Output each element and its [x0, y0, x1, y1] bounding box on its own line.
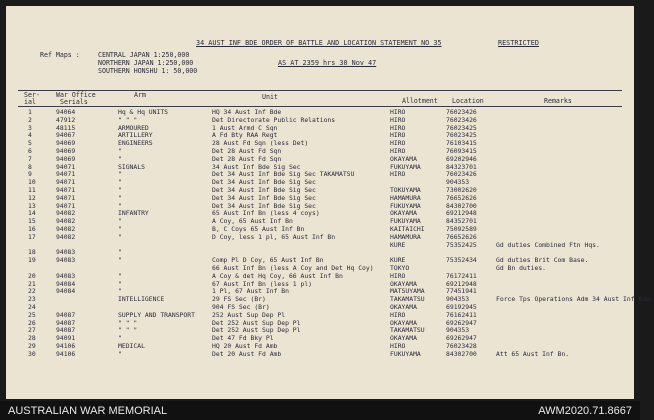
footer-bar	[0, 401, 640, 420]
col-allotment: Allotment	[402, 97, 438, 105]
cell-serial: 30	[28, 349, 36, 358]
footer-credit: AUSTRALIAN WAR MEMORIAL	[8, 405, 168, 417]
cell-arm: " " "	[118, 115, 138, 124]
cell-arm: "	[118, 279, 122, 288]
cell-allotment: KURE	[390, 256, 406, 265]
col-unit: Unit	[262, 93, 278, 101]
cell-war-office: 94082	[56, 217, 76, 226]
col-ial: ial	[24, 98, 36, 106]
cell-arm: " " "	[118, 326, 138, 335]
cell-location: 76652626	[446, 193, 477, 202]
cell-war-office: 94071	[56, 201, 76, 210]
cell-serial: 26	[28, 318, 36, 327]
cell-allotment: HAMAMURA	[390, 232, 421, 241]
cell-serial: 17	[28, 232, 36, 241]
cell-allotment: OKAYAMA	[390, 279, 417, 288]
cell-allotment: OKAYAMA	[390, 303, 417, 311]
col-location: Location	[452, 97, 484, 105]
cell-location: 69212948	[446, 209, 477, 218]
cell-arm: "	[118, 201, 122, 210]
cell-serial: 27	[28, 326, 36, 335]
cell-allotment: HIRO	[390, 123, 406, 132]
cell-location: 76023428	[446, 342, 477, 350]
cell-allotment: HIRO	[390, 147, 406, 155]
cell-allotment: OKAYAMA	[390, 154, 417, 163]
cell-location: 69262947	[446, 318, 477, 327]
cell-allotment: HIRO	[390, 342, 406, 350]
cell-war-office: 94106	[56, 342, 76, 350]
cell-unit: Det 252 Aust Sup Dep Pl	[212, 318, 301, 327]
cell-unit: Det 47 Fd Bky Pl	[212, 334, 274, 343]
cell-war-office: 94087	[56, 326, 76, 335]
cell-location: 69212948	[446, 279, 477, 288]
cell-unit: Det Directorate Public Relations	[212, 115, 336, 124]
cell-location: 75092589	[446, 225, 477, 233]
cell-remarks: Gd Bn duties.	[496, 264, 547, 272]
document-title: 34 AUST INF BDE ORDER OF BATTLE AND LOCATION STATEMENT NO 35	[196, 39, 442, 47]
cell-allotment: TOKYO	[390, 264, 410, 272]
cell-unit: 34 Aust Inf Bde Sig Sec	[212, 162, 301, 171]
cell-war-office: 94082	[56, 225, 76, 233]
cell-arm: MEDICAL	[118, 342, 145, 350]
cell-serial: 8	[28, 162, 32, 171]
cell-unit: A Fd Bty RAA Regt	[212, 131, 278, 140]
ref-maps-label: Ref Maps :	[40, 51, 80, 59]
cell-arm: " " "	[118, 318, 138, 327]
cell-allotment: HIRO	[390, 139, 406, 148]
cell-war-office: 94087	[56, 318, 76, 327]
cell-serial: 15	[28, 217, 36, 226]
cell-war-office: 94071	[56, 162, 76, 171]
cell-unit: 67 Aust Inf Bn (less 1 pl)	[212, 279, 313, 288]
cell-remarks: Att 65 Aust Inf Bn.	[496, 349, 570, 358]
cell-war-office: 94087	[56, 310, 76, 319]
cell-arm: SIGNALS	[118, 162, 145, 171]
cell-allotment: HAMAMURA	[390, 193, 421, 202]
ref-map-3: SOUTHERN HONSHU 1: 50,000	[98, 67, 198, 75]
cell-location: 84323701	[446, 162, 477, 171]
cell-war-office: 94071	[56, 186, 76, 194]
cell-allotment: FUKUYAMA	[390, 162, 421, 171]
cell-allotment: MATSUYAMA	[390, 287, 425, 296]
cell-serial: 5	[28, 139, 32, 148]
cell-allotment: KAITAICHI	[390, 225, 425, 233]
cell-location: 76093415	[446, 147, 477, 155]
cell-arm: INTELLIGENCE	[118, 295, 165, 304]
col-remarks: Remarks	[544, 97, 572, 105]
cell-unit: A Coy, 65 Aust Inf Bn	[212, 217, 293, 226]
cell-arm: "	[118, 186, 122, 194]
cell-arm: "	[118, 232, 122, 241]
cell-allotment: OKAYAMA	[390, 209, 417, 218]
cell-unit: 65 Aust Inf Bn (less 4 coys)	[212, 209, 320, 218]
cell-arm: Hq & Hq UNITS	[118, 108, 169, 116]
cell-location: 75352425	[446, 240, 477, 249]
cell-unit: Det 34 Aust Inf Bde Sig Sec	[212, 186, 316, 194]
cell-serial: 19	[28, 256, 36, 265]
cell-unit: 28 Aust Fd Sqn (less Det)	[212, 139, 309, 148]
cell-location: 76023425	[446, 123, 477, 132]
cell-war-office: 48115	[56, 123, 76, 132]
cell-arm: "	[118, 271, 122, 280]
cell-serial: 20	[28, 271, 36, 280]
cell-remarks: Gd duties Brit Com Base.	[496, 256, 589, 265]
cell-serial: 6	[28, 147, 32, 155]
cell-allotment: FUKUYAMA	[390, 349, 421, 358]
cell-arm: "	[118, 170, 122, 179]
cell-allotment: TAKAMATSU	[390, 326, 425, 335]
cell-arm: "	[118, 147, 122, 155]
cell-arm: ENGINEERS	[118, 139, 153, 148]
cell-serial: 18	[28, 248, 36, 257]
cell-location: 69202946	[446, 154, 477, 163]
cell-arm: "	[118, 225, 122, 233]
cell-allotment: OKAYAMA	[390, 318, 417, 327]
cell-arm: "	[118, 154, 122, 163]
cell-war-office: 94064	[56, 108, 76, 116]
cell-location: 76023426	[446, 108, 477, 116]
cell-remarks: Gd duties Combined Ftn Hqs.	[496, 240, 600, 249]
cell-unit: 1 Pl, 67 Aust Inf Bn	[212, 287, 289, 296]
col-ser: Ser-	[24, 91, 40, 99]
as-at-date: AS AT 2359 hrs 30 Nov 47	[278, 59, 377, 67]
cell-unit: Det 252 Aust Sup Dep Pl	[212, 326, 301, 335]
cell-location: 69262947	[446, 334, 477, 343]
cell-allotment: TAKAMATSU	[390, 295, 425, 304]
cell-allotment: HIRO	[390, 310, 406, 319]
cell-serial: 16	[28, 225, 36, 233]
cell-war-office: 47912	[56, 115, 76, 124]
cell-serial: 2	[28, 115, 32, 124]
cell-serial: 3	[28, 123, 32, 132]
cell-arm: "	[118, 349, 122, 358]
cell-arm: "	[118, 334, 122, 343]
cell-location: 904353	[446, 326, 470, 335]
cell-serial: 29	[28, 342, 36, 350]
cell-war-office: 94084	[56, 279, 76, 288]
cell-serial: 13	[28, 201, 36, 210]
cell-arm: "	[118, 287, 122, 296]
cell-location: 76023426	[446, 115, 477, 124]
ref-map-2: NORTHERN JAPAN 1:250,000	[98, 59, 194, 67]
footer-accession: AWM2020.71.8667	[538, 405, 632, 417]
cell-allotment: HIRO	[390, 108, 406, 116]
cell-war-office: 94069	[56, 139, 76, 148]
cell-unit: HQ 20 Aust Fd Amb	[212, 342, 278, 350]
col-arm: Arm	[134, 91, 146, 99]
document-page	[6, 6, 654, 399]
cell-location: 904353	[446, 178, 470, 187]
cell-location: 76103415	[446, 139, 477, 148]
cell-war-office: 94106	[56, 349, 76, 358]
cell-unit: 29 FS Sec (Br)	[212, 295, 266, 304]
cell-allotment: TOKUYAMA	[390, 186, 421, 194]
cell-serial: 14	[28, 209, 36, 218]
cell-unit: Det 34 Aust Inf Bde Sig Sec TAKAMATSU	[212, 170, 355, 179]
cell-allotment: KURE	[390, 240, 406, 249]
cell-arm: ARTILLERY	[118, 131, 153, 140]
cell-allotment: HIRO	[390, 170, 406, 179]
cell-arm: "	[118, 256, 122, 265]
cell-location: 84352701	[446, 217, 477, 226]
cell-war-office: 94083	[56, 256, 76, 265]
cell-location: 73002620	[446, 186, 477, 194]
cell-allotment: FUKUYAMA	[390, 201, 421, 210]
cell-allotment: OKAYAMA	[390, 334, 417, 343]
header-rule-top	[18, 90, 622, 91]
cell-war-office: 94083	[56, 271, 76, 280]
cell-serial: 11	[28, 186, 36, 194]
cell-war-office: 94069	[56, 154, 76, 163]
cell-war-office: 94071	[56, 178, 76, 187]
cell-unit: Det 34 Aust Inf Bde Sig Sec	[212, 193, 316, 202]
cell-location: 76172411	[446, 271, 477, 280]
cell-location: 76162411	[446, 310, 477, 319]
cell-location: 84302700	[446, 201, 477, 210]
cell-location: 84302700	[446, 349, 477, 358]
cell-unit: Det 34 Aust Inf Bde Sig Sec	[212, 201, 316, 210]
cell-location: 76023425	[446, 131, 477, 140]
cell-remarks: Force Tps Operations Adm 34 Aust Inf Bde.	[496, 295, 654, 304]
cell-war-office: 94084	[56, 287, 76, 296]
cell-location: 904353	[446, 295, 470, 304]
cell-war-office: 94067	[56, 131, 76, 140]
cell-unit: D Coy, less 1 pl, 65 Aust Inf Bn	[212, 232, 336, 241]
cell-arm: INFANTRY	[118, 209, 149, 218]
cell-war-office: 94091	[56, 334, 76, 343]
cell-allotment: HIRO	[390, 131, 406, 140]
cell-location: 76023426	[446, 170, 477, 179]
cell-unit: Comp Pl D Coy, 65 Aust Inf Bn	[212, 256, 324, 265]
cell-war-office: 94082	[56, 209, 76, 218]
cell-serial: 9	[28, 170, 32, 179]
cell-unit: 904 FS Sec (Br)	[212, 303, 270, 311]
cell-serial: 25	[28, 310, 36, 319]
cell-arm: SUPPLY AND TRANSPORT	[118, 310, 195, 319]
cell-war-office: 94083	[56, 248, 76, 257]
cell-war-office: 94071	[56, 170, 76, 179]
cell-arm: ARMOURED	[118, 123, 149, 132]
cell-unit: Det 20 Aust Fd Amb	[212, 349, 282, 358]
cell-allotment: FUKUYAMA	[390, 217, 421, 226]
cell-war-office: 94069	[56, 147, 76, 155]
cell-serial: 1	[28, 108, 32, 116]
col-war-office: War Office	[56, 91, 96, 99]
cell-arm: "	[118, 217, 122, 226]
cell-unit: 252 Aust Sup Dep Pl	[212, 310, 286, 319]
cell-serial: 28	[28, 334, 36, 343]
cell-arm: "	[118, 178, 122, 187]
cell-location: 69192945	[446, 303, 477, 311]
cell-unit: A Coy & det Hq Coy, 66 Aust Inf Bn	[212, 271, 343, 280]
cell-location: 75352434	[446, 256, 477, 265]
cell-serial: 23	[28, 295, 36, 304]
cell-location: 76652626	[446, 232, 477, 241]
cell-serial: 22	[28, 287, 36, 296]
cell-serial: 4	[28, 131, 32, 140]
col-serials: Serials	[60, 98, 88, 106]
cell-arm: "	[118, 248, 122, 257]
cell-serial: 21	[28, 279, 36, 288]
cell-unit: 66 Aust Inf Bn (less A Coy and Det Hq Coy)	[212, 264, 374, 272]
cell-unit: B, C Coys 65 Aust Inf Bn	[212, 225, 305, 233]
cell-allotment: HIRO	[390, 271, 406, 280]
cell-unit: Det 28 Aust Fd Sqn	[212, 154, 282, 163]
cell-serial: 10	[28, 178, 36, 187]
cell-unit: HQ 34 Aust Inf Bde	[212, 108, 282, 116]
cell-war-office: 94071	[56, 193, 76, 202]
cell-unit: Det 34 Aust Inf Bde Sig Sec	[212, 178, 316, 187]
cell-serial: 12	[28, 193, 36, 202]
restricted-mark: RESTRICTED	[498, 39, 539, 47]
header-rule-bottom	[18, 106, 622, 107]
cell-serial: 24	[28, 303, 36, 311]
cell-allotment: HIRO	[390, 115, 406, 124]
cell-location: 77451941	[446, 287, 477, 296]
cell-war-office: 94082	[56, 232, 76, 241]
cell-unit: 1 Aust Armd C Sqn	[212, 123, 278, 132]
cell-serial: 7	[28, 154, 32, 163]
cell-unit: Det 28 Aust Fd Sqn	[212, 147, 282, 155]
cell-arm: "	[118, 193, 122, 202]
ref-map-1: CENTRAL JAPAN 1:250,000	[98, 51, 190, 59]
